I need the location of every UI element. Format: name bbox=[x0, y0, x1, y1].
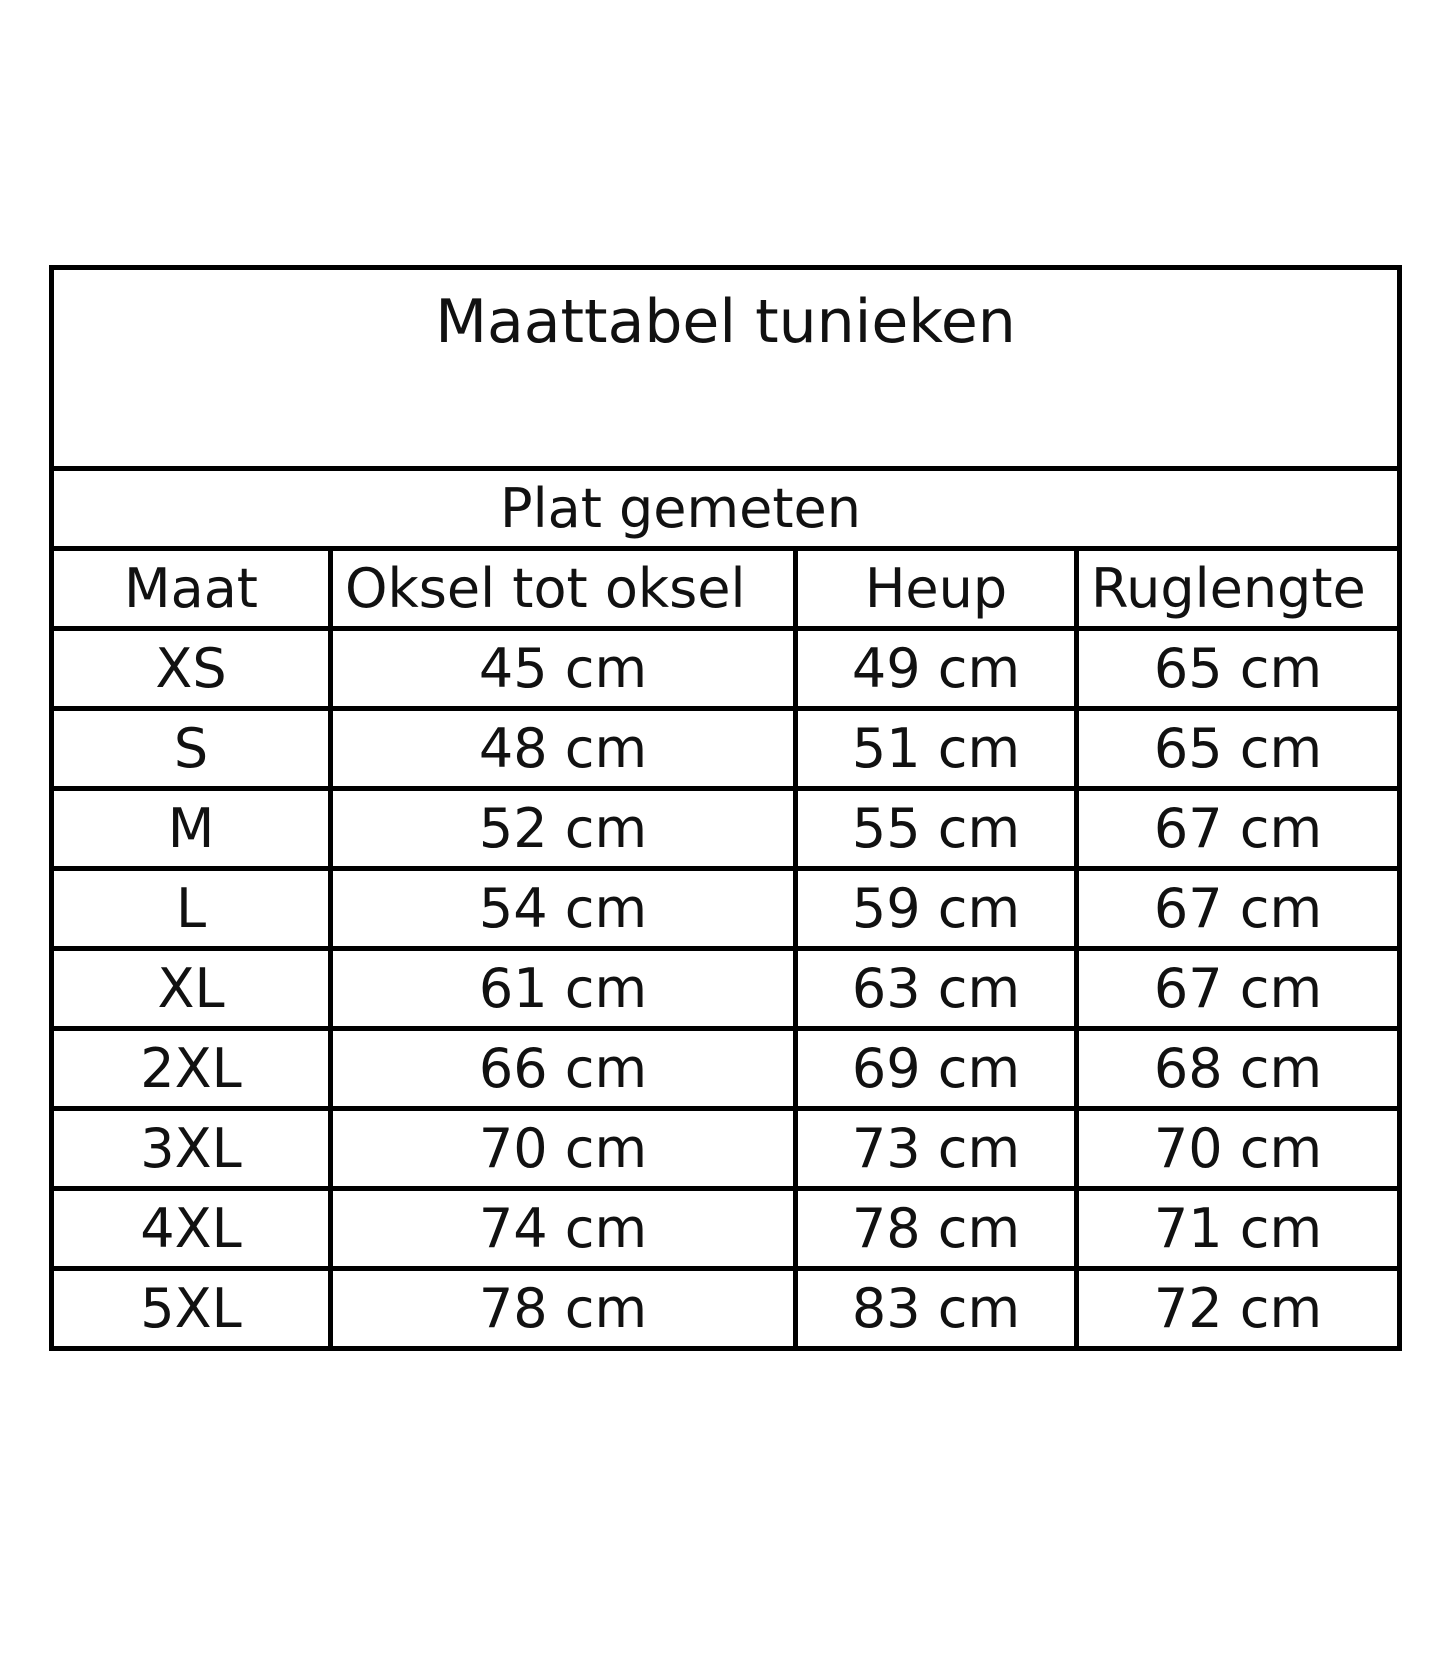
table-subtitle: Plat gemeten bbox=[500, 476, 861, 540]
ruglengte-cell: 67 cm bbox=[1077, 949, 1400, 1029]
table-row bbox=[52, 869, 1400, 949]
size-cell: S bbox=[52, 709, 331, 789]
ruglengte-cell: 65 cm bbox=[1077, 629, 1400, 709]
heup-cell: 63 cm bbox=[796, 949, 1077, 1029]
table-row bbox=[52, 629, 1400, 709]
table-row bbox=[52, 1269, 1400, 1349]
oksel-cell: 70 cm bbox=[331, 1109, 796, 1189]
header-oksel-tot-oksel: Oksel tot oksel bbox=[331, 549, 796, 629]
size-cell: M bbox=[52, 789, 331, 869]
size-cell: XS bbox=[52, 629, 331, 709]
ruglengte-cell: 71 cm bbox=[1077, 1189, 1400, 1269]
oksel-cell: 78 cm bbox=[331, 1269, 796, 1349]
heup-cell: 78 cm bbox=[796, 1189, 1077, 1269]
ruglengte-cell: 65 cm bbox=[1077, 709, 1400, 789]
header-maat: Maat bbox=[52, 549, 331, 629]
oksel-cell: 45 cm bbox=[331, 629, 796, 709]
heup-cell: 69 cm bbox=[796, 1029, 1077, 1109]
table-subtitle-cell bbox=[52, 469, 1400, 549]
ruglengte-cell: 70 cm bbox=[1077, 1109, 1400, 1189]
table-row bbox=[52, 789, 1400, 869]
oksel-cell: 48 cm bbox=[331, 709, 796, 789]
ruglengte-cell: 72 cm bbox=[1077, 1269, 1400, 1349]
table-row bbox=[52, 949, 1400, 1029]
header-ruglengte: Ruglengte bbox=[1077, 549, 1400, 629]
table-row bbox=[52, 1189, 1400, 1269]
ruglengte-cell: 67 cm bbox=[1077, 789, 1400, 869]
ruglengte-cell: 67 cm bbox=[1077, 869, 1400, 949]
heup-cell: 49 cm bbox=[796, 629, 1077, 709]
header-heup: Heup bbox=[796, 549, 1077, 629]
table-title-cell bbox=[52, 268, 1400, 469]
oksel-cell: 74 cm bbox=[331, 1189, 796, 1269]
heup-cell: 59 cm bbox=[796, 869, 1077, 949]
oksel-cell: 61 cm bbox=[331, 949, 796, 1029]
table-row bbox=[52, 709, 1400, 789]
title-row bbox=[52, 268, 1400, 469]
size-cell: XL bbox=[52, 949, 331, 1029]
table-row bbox=[52, 1029, 1400, 1109]
size-chart-table bbox=[49, 265, 1402, 1351]
column-header-row bbox=[52, 549, 1400, 629]
heup-cell: 51 cm bbox=[796, 709, 1077, 789]
oksel-cell: 66 cm bbox=[331, 1029, 796, 1109]
oksel-cell: 54 cm bbox=[331, 869, 796, 949]
ruglengte-cell: 68 cm bbox=[1077, 1029, 1400, 1109]
subtitle-row bbox=[52, 469, 1400, 549]
oksel-cell: 52 cm bbox=[331, 789, 796, 869]
table-title: Maattabel tunieken bbox=[435, 287, 1016, 357]
heup-cell: 73 cm bbox=[796, 1109, 1077, 1189]
size-cell: 5XL bbox=[52, 1269, 331, 1349]
heup-cell: 83 cm bbox=[796, 1269, 1077, 1349]
size-cell: 3XL bbox=[52, 1109, 331, 1189]
size-cell: L bbox=[52, 869, 331, 949]
heup-cell: 55 cm bbox=[796, 789, 1077, 869]
size-cell: 2XL bbox=[52, 1029, 331, 1109]
size-cell: 4XL bbox=[52, 1189, 331, 1269]
table-row bbox=[52, 1109, 1400, 1189]
